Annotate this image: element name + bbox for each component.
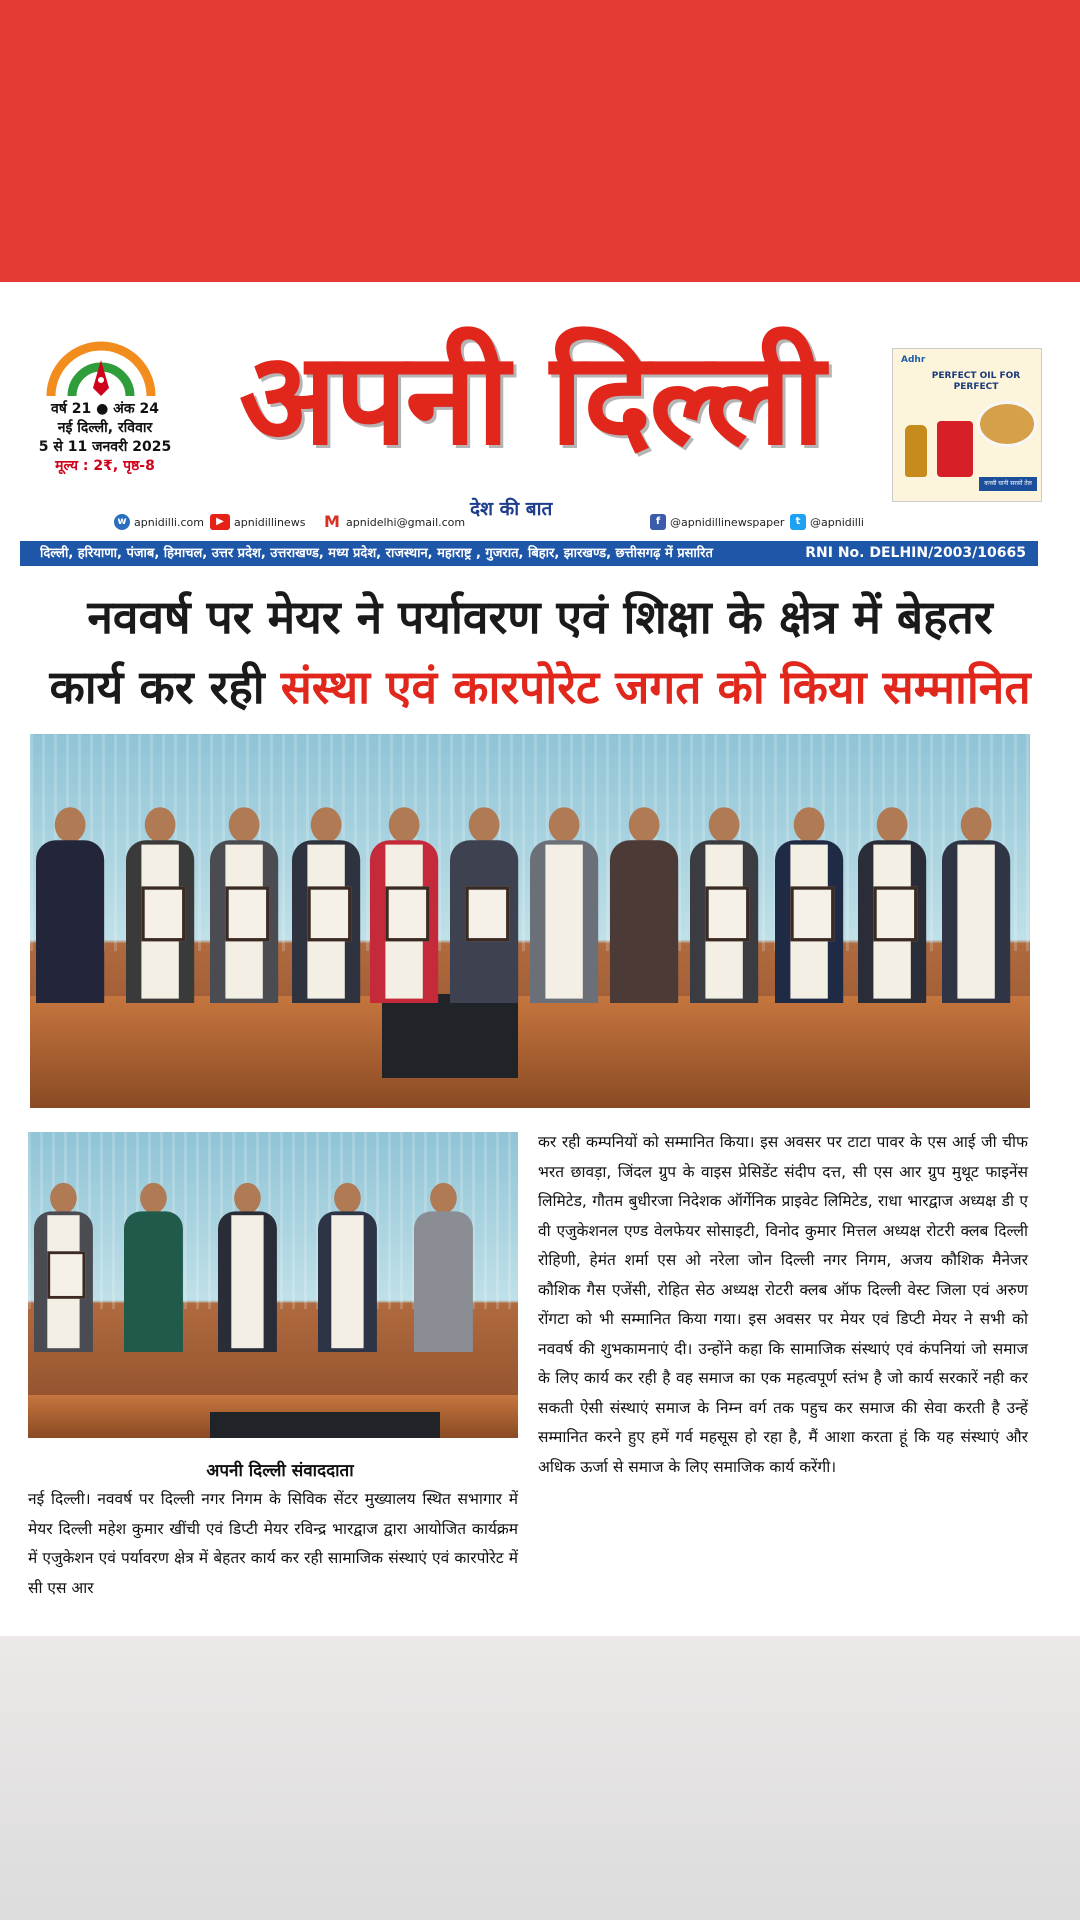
twitter-text: @apnidilli	[810, 515, 864, 529]
person-head	[629, 807, 660, 842]
certificate	[465, 887, 509, 942]
facebook-link[interactable]	[650, 510, 784, 534]
person-head	[334, 1183, 361, 1213]
website-text: apnidilli.com	[134, 515, 204, 529]
email-text: apnidelhi@gmail.com	[346, 515, 466, 529]
honoree-figure	[292, 807, 360, 1003]
headline-line-2-red: संस्था एवं कारपोरेट जगत को किया सम्मानित	[280, 660, 1031, 714]
honoree-figure	[218, 1183, 277, 1352]
regions-text: दिल्ली, हरियाणा, पंजाब, हिमाचल, उत्तर प्रदेश, उत्तराखण्ड, मध्य प्रदेश, राजस्थान, महाराष्ट्र , गुजरात, बिहार, झारखण्ड, छत्तीसगढ़ में प्रसारित	[40, 546, 713, 561]
honoree-figure	[318, 1183, 377, 1352]
person-head	[877, 807, 908, 842]
person-head	[311, 807, 342, 842]
price-pages: मूल्य : 2₹, पृष्ठ-8	[55, 458, 155, 474]
person-head	[469, 807, 500, 842]
headline-line-1: नववर्ष पर मेयर ने पर्यावरण एवं शिक्षा के क्षेत्र में बेहतर	[87, 590, 993, 644]
bottom-grey-band	[0, 1636, 1080, 1920]
person-head	[140, 1183, 167, 1213]
twitter-link[interactable]	[790, 510, 864, 534]
pen-nib-arc-icon	[46, 338, 156, 398]
shawl	[331, 1216, 363, 1349]
secondary-photo	[28, 1132, 518, 1438]
person-head	[549, 807, 580, 842]
shawl	[231, 1216, 263, 1349]
place-day: नई दिल्ली, रविवार	[57, 420, 153, 436]
person-head	[709, 807, 740, 842]
byline: अपनी दिल्ली संवाददाता	[206, 1461, 354, 1481]
shawl	[545, 845, 582, 999]
person-head	[961, 807, 992, 842]
honoree-figure	[610, 807, 678, 1003]
facebook-icon: f	[650, 514, 666, 530]
headline-line-2	[0, 654, 1080, 720]
honoree-figure	[34, 1183, 93, 1352]
mail-icon: M	[322, 514, 342, 530]
certificate	[225, 887, 269, 942]
globe-icon: w	[114, 514, 130, 530]
honoree-figure	[858, 807, 926, 1003]
shawl	[957, 845, 994, 999]
honoree-figure	[530, 807, 598, 1003]
youtube-text: apnidillinews	[234, 515, 306, 529]
monitor-screen	[382, 994, 518, 1078]
certificate	[307, 887, 351, 942]
honoree-figure	[126, 807, 194, 1003]
honoree-figure	[775, 807, 843, 1003]
person-head	[50, 1183, 77, 1213]
certificate	[790, 887, 834, 942]
person-head	[234, 1183, 261, 1213]
certificate	[141, 887, 185, 942]
certificate	[873, 887, 917, 942]
honoree-figure	[36, 807, 104, 1003]
person-body	[414, 1212, 473, 1353]
certificate	[705, 887, 749, 942]
honoree-figure	[370, 807, 438, 1003]
issue-dates: 5 से 11 जनवरी 2025	[38, 439, 172, 455]
regions-bar	[20, 541, 1038, 566]
email-link[interactable]	[322, 510, 465, 534]
main-photo	[30, 734, 1030, 1108]
person-body	[36, 840, 104, 1003]
honoree-figure	[210, 807, 278, 1003]
youtube-icon: ▶	[210, 514, 230, 530]
food-bowl-icon	[977, 401, 1037, 447]
oil-bottle-icon	[905, 425, 927, 477]
honoree-figure	[942, 807, 1010, 1003]
website-link[interactable]	[114, 510, 204, 534]
headline-line-2-black: कार्य कर रही	[49, 660, 265, 714]
top-red-band	[0, 0, 1080, 282]
youtube-link[interactable]	[210, 510, 305, 534]
ad-headline: PERFECT OIL FOR PERFECT	[931, 371, 1021, 392]
oil-can-icon	[937, 421, 973, 477]
article-column-left: नई दिल्ली। नववर्ष पर दिल्ली नगर निगम के सिविक सेंटर मुख्यालय स्थित सभागार में मेयर दिल्ली महेश कुमार खींची एवं डिप्टी मेयर रविन्द्र भारद्वाज द्वारा आयोजित कार्यक्रम में एजुकेशन एवं पर्यावरण क्षेत्र में बेहतर कार्य कर रही सामाजिक संस्थाएं एवं कारपोरेट में सी एस आर	[28, 1490, 518, 1597]
newspaper-title: अपनी दिल्ली	[238, 325, 824, 474]
person-head	[430, 1183, 457, 1213]
certificate	[47, 1252, 85, 1300]
person-head	[794, 807, 825, 842]
facebook-text: @apnidillinewspaper	[670, 515, 785, 529]
issue-info	[30, 400, 180, 476]
rni-number: RNI No. DELHIN/2003/10665	[805, 545, 1026, 561]
person-body	[124, 1212, 183, 1353]
person-head	[145, 807, 176, 842]
person-head	[389, 807, 420, 842]
honoree-figure	[690, 807, 758, 1003]
tagline: देश की बात	[470, 498, 553, 520]
conference-table	[30, 996, 1030, 1108]
article-column-right: कर रही कम्पनियों को सम्मानित किया। इस अवसर पर टाटा पावर के एस आई जी चीफ भरत छावड़ा, जिंदल ग्रुप के वाइस प्रेसिडेंट संदीप दत्त, सी एस आर ग्रुप मुथूट फाइनेंस लिमिटेड, गौतम बुधीरजा निदेशक ऑर्गेनिक प्राइवेट लिमिटेड, राधा भारद्वाज अध्यक्ष डी ए वी एजुकेशनल एण्ड वेलफेयर सोसाइटी, विनोद कुमार मित्तल अध्यक्ष रोटरी क्लब दिल्ली रोहिणी, हेमंत शर्मा एस ओ नरेला जोन दिल्ली नगर निगम, अजय कौशिक मैनेजर कौशिक गैस एजेंसी, रोहित सेठ अध्यक्ष रोटरी क्लब ऑफ दिल्ली वेस्ट जिला एवं अरुण रोंगटा को भी सम्मानित किया गया। इस अवसर पर मेयर एवं डिप्टी मेयर ने सभी को नववर्ष की शुभकामनाएं दी। उन्होंने कहा कि सामाजिक संस्थाएं एवं कंपनियां जो समाज के लिए कार्य कर रही है वह समाज का एक महत्वपूर्ण स्तंभ है जो कार्य सरकारें नही कर सकती ऐसी संस्थाएं समाज के निम्न वर्ग तक पहुच कर समाज की सेवा करती है उन्हें सम्मानित करने हुए हमें गर्व महसूस हो रहा है, मैं आशा करता हूं कि यह संस्थाएं और अधिक ऊर्जा से समाज के लिए समाजिक कार्य करेंगी।	[538, 1133, 1028, 1476]
person-head	[55, 807, 86, 842]
honoree-figure	[450, 807, 518, 1003]
honoree-figure	[414, 1183, 473, 1352]
ad-strip: कच्ची घानी सरसों तेल	[979, 477, 1037, 491]
person-body	[610, 840, 678, 1003]
twitter-icon: t	[790, 514, 806, 530]
issue-line: वर्ष 21 ● अंक 24	[50, 401, 159, 417]
ad-brand: Adhr	[901, 355, 926, 365]
monitor-screen-2	[210, 1412, 440, 1438]
honoree-figure	[124, 1183, 183, 1352]
oil-advertisement	[892, 348, 1042, 502]
certificate	[385, 887, 429, 942]
person-head	[229, 807, 260, 842]
